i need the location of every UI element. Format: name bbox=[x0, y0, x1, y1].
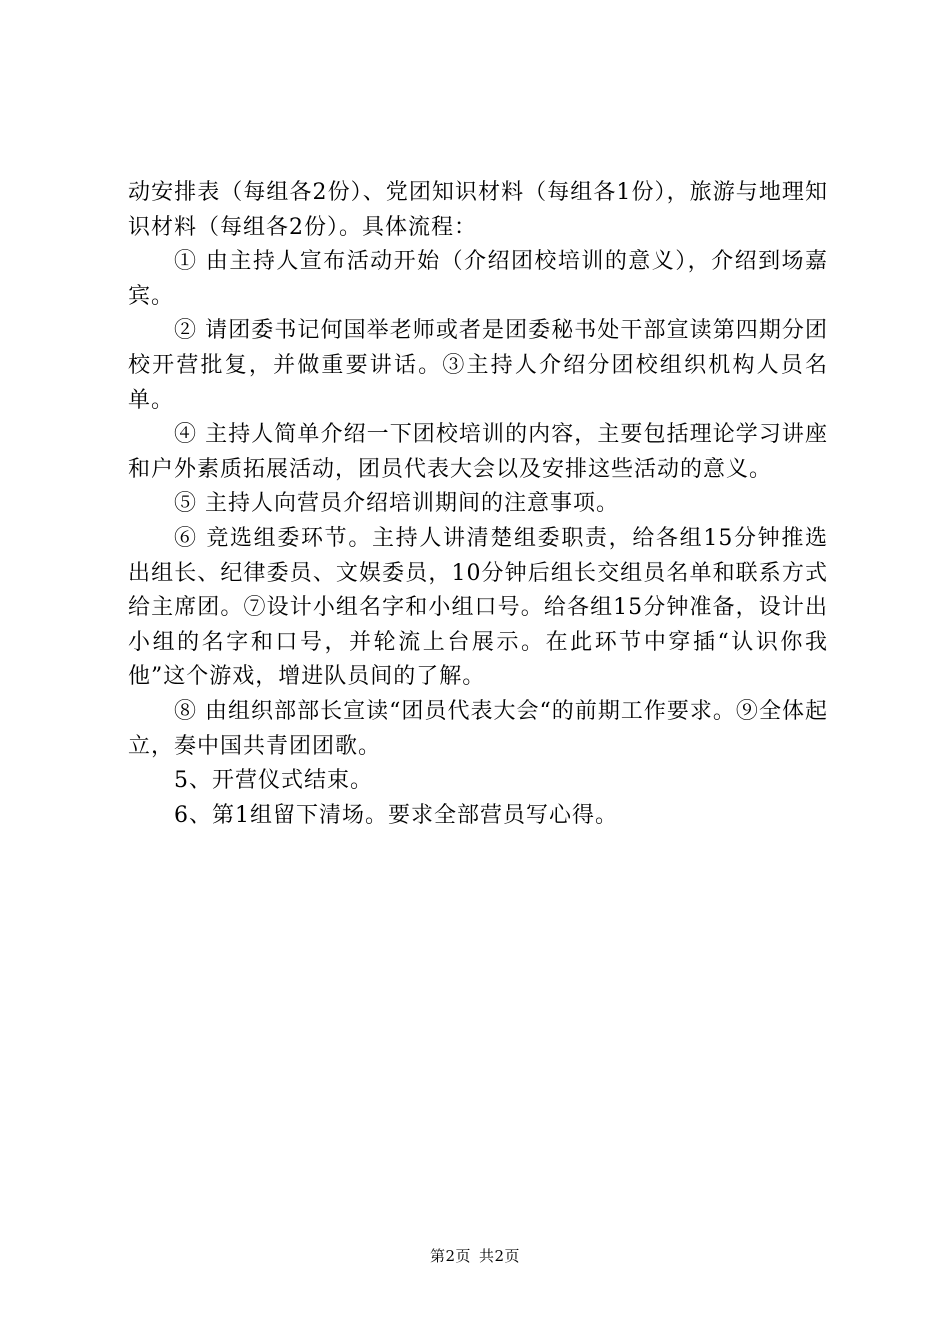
page-footer bbox=[0, 1246, 950, 1266]
paragraph-step-4: ④ 主持人简单介绍一下团校培训的内容，主要包括理论学习讲座和户外素质拓展活动，团员代表大会以及安排这些活动的意义。 bbox=[128, 422, 828, 482]
paragraph-step-8-9: ⑧ 由组织部部长宣读“团员代表大会“的前期工作要求。⑨全体起立，奏中国共青团团歌。 bbox=[128, 698, 828, 759]
paragraph-step-1: ① 由主持人宣布活动开始（介绍团校培训的意义），介绍到场嘉宾。 bbox=[128, 249, 828, 309]
paragraph-step-6-7: ⑥ 竞选组委环节。主持人讲清楚组委职责，给各组15分钟推选出组长、纪律委员、文娱委员，10分钟后组长交组员名单和联系方式给主席团。⑦设计小组名字和小组口号。给各组15分钟准备，设计出小组的名字和口号，并轮流上台展示。在此环节中穿插“认识你我他”这个游戏，增进队员间的了解。 bbox=[128, 525, 828, 690]
paragraph-step-5: ⑤ 主持人向营员介绍培训期间的注意事项。 bbox=[174, 491, 619, 517]
page-total: 共2页 bbox=[479, 1247, 521, 1265]
page-number: 第2页 bbox=[429, 1247, 471, 1265]
document-body bbox=[128, 176, 828, 833]
paragraph-step-2-3: ② 请团委书记何国举老师或者是团委秘书处干部宣读第四期分团校开营批复，并做重要讲话。③主持人介绍分团校组织机构人员名单。 bbox=[128, 318, 828, 413]
paragraph-item-5: 5、开营仪式结束。 bbox=[174, 768, 373, 794]
paragraph-item-6: 6、第1组留下清场。要求全部营员写心得。 bbox=[174, 802, 618, 828]
paragraph-materials: 动安排表（每组各2份）、党团知识材料（每组各1份），旅游与地理知识材料（每组各2份）。具体流程： bbox=[128, 180, 828, 240]
